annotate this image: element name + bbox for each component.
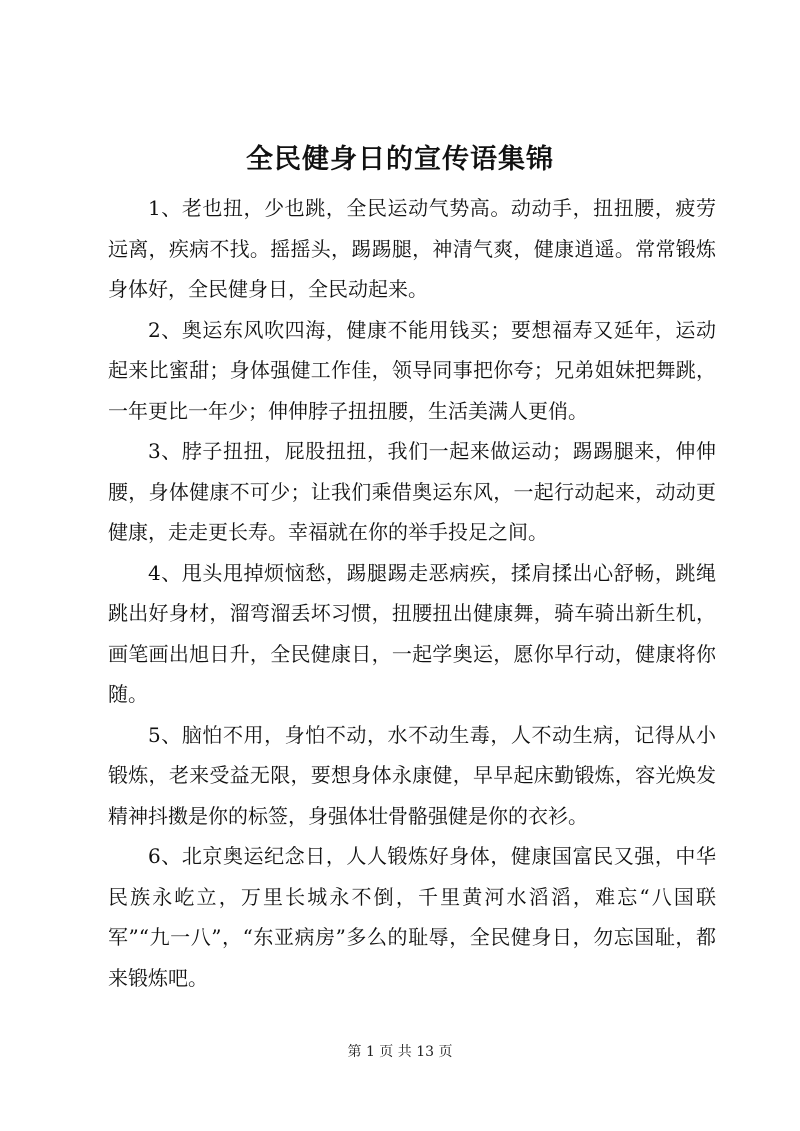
paragraph-6: 6、北京奥运纪念日，人人锻炼好身体，健康国富民又强，中华民族永屹立，万里长城永不倒，千里黄河水滔滔，难忘“八国联军”“九一八”，“东亚病房”多么的耻辱，全民健身日，勿忘国耻，都来锻炼吧。	[108, 844, 716, 990]
paragraph-1: 1、老也扭，少也跳，全民运动气势高。动动手，扭扭腰，疲劳远离，疾病不找。摇摇头，踢踢腿，神清气爽，健康逍遥。常常锻炼身体好，全民健身日，全民动起来。	[108, 196, 716, 301]
paragraph-2: 2、奥运东风吹四海，健康不能用钱买；要想福寿又延年，运动起来比蜜甜；身体强健工作佳，领导同事把你夸；兄弟姐妹把舞跳，一年更比一年少；伸伸脖子扭扭腰，生活美满人更俏。	[108, 317, 716, 423]
document-title: 全民健身日的宣传语集锦	[246, 144, 554, 175]
document-body	[108, 188, 716, 998]
paragraph-4: 4、甩头甩掉烦恼愁，踢腿踢走恶病疾，揉肩揉出心舒畅，跳绳跳出好身材，溜弯溜丢坏习惯，扭腰扭出健康舞，骑车骑出新生机，画笔画出旭日升，全民健康日，一起学奥运，愿你早行动，健康将你随。	[108, 560, 716, 706]
paragraph-3: 3、脖子扭扭，屁股扭扭，我们一起来做运动；踢踢腿来，伸伸腰，身体健康不可少；让我们乘借奥运东风，一起行动起来，动动更健康，走走更长寿。幸福就在你的举手投足之间。	[108, 439, 716, 544]
page-number-footer: 第 1 页 共 13 页	[347, 1044, 453, 1060]
paragraph-5: 5、脑怕不用，身怕不动，水不动生毒，人不动生病，记得从小锻炼，老来受益无限，要想身体永康健，早早起床勤锻炼，容光焕发精神抖擞是你的标签，身强体壮骨骼强健是你的衣衫。	[108, 722, 716, 828]
